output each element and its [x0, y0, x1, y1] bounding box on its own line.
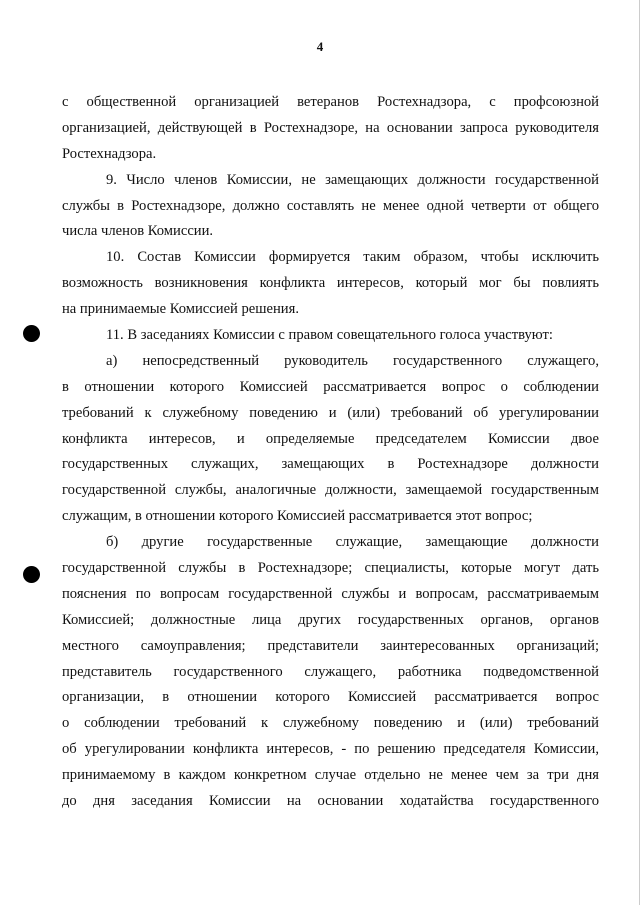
- body-line: служащим, в отношении которого Комиссией рассматривается этот вопрос;: [62, 508, 533, 525]
- body-line: Ростехнадзора.: [62, 145, 157, 162]
- body-line: о соблюдении требований к служебному поведению и (или) требований: [62, 715, 599, 732]
- item-a-start: а) непосредственный руководитель государственного служащего,: [106, 352, 599, 369]
- body-line: конфликта интересов, и определяемые председателем Комиссии двое: [62, 430, 599, 447]
- punch-hole-mark: [23, 566, 40, 583]
- body-line: пояснения по вопросам государственной службы и вопросам, рассматриваемым: [62, 585, 599, 602]
- paragraph-11-start: 11. В заседаниях Комиссии с правом совещательного голоса участвуют:: [106, 327, 553, 344]
- body-line: требований к служебному поведению и (или) требований об урегулировании: [62, 404, 599, 421]
- punch-hole-mark: [23, 325, 40, 342]
- page-number: 4: [316, 39, 324, 54]
- body-line: числа членов Комиссии.: [62, 223, 214, 240]
- body-line: с общественной организацией ветеранов Ростехнадзора, с профсоюзной: [62, 94, 599, 110]
- body-line: государственной службы в Ростехнадзоре; специалисты, которые могут дать: [62, 560, 599, 577]
- paragraph-10-start: 10. Состав Комиссии формируется таким образом, чтобы исключить: [106, 249, 599, 266]
- item-b-start: б) другие государственные служащие, замещающие должности: [106, 534, 599, 551]
- body-line: до дня заседания Комиссии на основании ходатайства государственного: [62, 793, 599, 810]
- paragraph-9-start: 9. Число членов Комиссии, не замещающих должности государственной: [106, 171, 599, 188]
- body-line: службы в Ростехнадзоре, должно составлять не менее одной четверти от общего: [62, 197, 599, 214]
- body-line: на принимаемые Комиссией решения.: [62, 301, 299, 318]
- body-line: возможность возникновения конфликта интересов, который мог бы повлиять: [62, 275, 599, 292]
- body-line: местного самоуправления; представители заинтересованных организаций;: [62, 637, 599, 654]
- body-line: принимаемому в каждом конкретном случае отдельно не менее чем за три дня: [62, 767, 599, 784]
- body-line: государственных служащих, замещающих в Ростехнадзоре должности: [62, 456, 599, 473]
- body-line: организации, в отношении которого Комиссией рассматривается вопрос: [62, 689, 599, 706]
- body-line: организацией, действующей в Ростехнадзоре, на основании запроса руководителя: [62, 119, 599, 136]
- document-body: [62, 90, 599, 815]
- body-line: Комиссией; должностные лица других государственных органов, органов: [62, 611, 599, 628]
- body-line: об урегулировании конфликта интересов, - по решению председателя Комиссии,: [62, 741, 599, 758]
- body-line: государственной службы, аналогичные должности, замещаемой государственным: [62, 482, 599, 499]
- body-line: представитель государственного служащего, работника подведомственной: [62, 663, 599, 680]
- body-line: в отношении которого Комиссией рассматривается вопрос о соблюдении: [62, 378, 599, 395]
